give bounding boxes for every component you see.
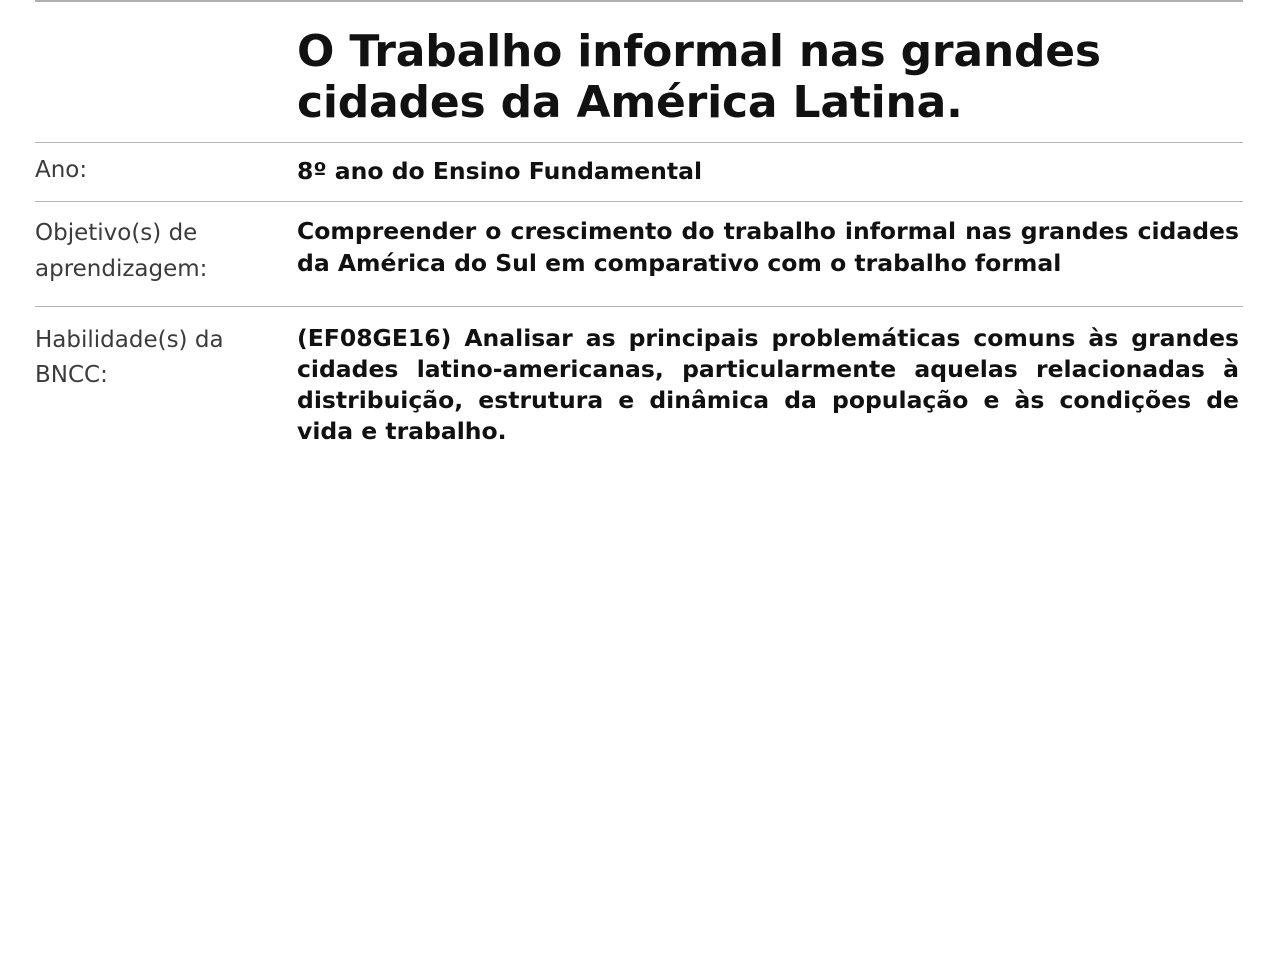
row-value-objetivos: Compreender o crescimento do trabalho informal nas grandes cidades da América do Sul em comparativo com o trabalho formal [297,217,1239,277]
row-label-habilidades: Habilidade(s) da BNCC: [35,326,224,389]
title-row [35,26,1243,142]
row-label-objetivos: Objetivo(s) de aprendizagem: [35,220,208,282]
row-value-ano: 8º ano do Ensino Fundamental [297,157,703,186]
top-divider [35,0,1243,2]
page-title: O Trabalho informal nas grandes cidades da América Latina. [297,26,1101,129]
table-row [35,202,1243,305]
table-row [35,307,1243,468]
row-label-ano: Ano: [35,157,88,184]
table-row [35,143,1243,201]
lesson-plan-table [35,26,1243,468]
row-value-habilidades: (EF08GE16) Analisar as principais problemáticas comuns às grandes cidades latino-americanas, particularmente aquelas relacionadas à distribuição, estrutura e dinâmica da população e às condições de vida e trabalho. [297,323,1239,446]
